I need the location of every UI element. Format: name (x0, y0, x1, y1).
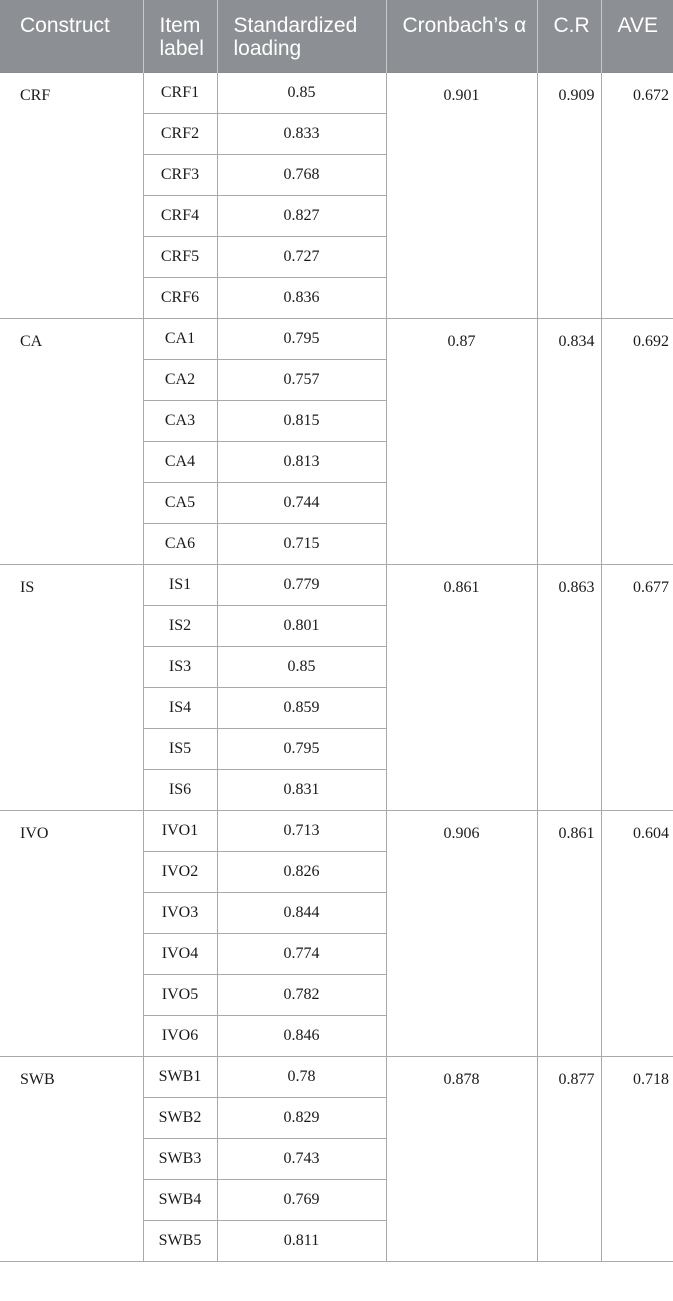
standardized-loading-cell: 0.826 (217, 851, 386, 892)
standardized-loading-cell: 0.782 (217, 974, 386, 1015)
cr-cell: 0.877 (537, 1056, 601, 1261)
standardized-loading-cell: 0.768 (217, 154, 386, 195)
standardized-loading-cell: 0.795 (217, 728, 386, 769)
item-label-cell: IS6 (143, 769, 217, 810)
item-label-cell: CRF2 (143, 113, 217, 154)
item-label-cell: IVO5 (143, 974, 217, 1015)
standardized-loading-cell: 0.801 (217, 605, 386, 646)
standardized-loading-cell: 0.829 (217, 1097, 386, 1138)
standardized-loading-cell: 0.78 (217, 1056, 386, 1097)
standardized-loading-cell: 0.833 (217, 113, 386, 154)
item-label-cell: CA5 (143, 482, 217, 523)
cronbach-alpha-cell: 0.87 (386, 318, 537, 564)
standardized-loading-cell: 0.715 (217, 523, 386, 564)
standardized-loading-cell: 0.831 (217, 769, 386, 810)
header-cronbach-alpha: Cronbach’s α (386, 0, 537, 72)
header-item-label: Item label (143, 0, 217, 72)
standardized-loading-cell: 0.779 (217, 564, 386, 605)
table-body (0, 72, 673, 1261)
cronbach-alpha-cell: 0.906 (386, 810, 537, 1056)
cr-cell: 0.909 (537, 72, 601, 318)
table-row (0, 318, 673, 359)
construct-cell: CA (0, 318, 143, 564)
item-label-cell: CRF1 (143, 72, 217, 113)
standardized-loading-cell: 0.846 (217, 1015, 386, 1056)
item-label-cell: CA2 (143, 359, 217, 400)
item-label-cell: IVO6 (143, 1015, 217, 1056)
standardized-loading-cell: 0.85 (217, 646, 386, 687)
item-label-cell: SWB3 (143, 1138, 217, 1179)
standardized-loading-cell: 0.757 (217, 359, 386, 400)
item-label-cell: IS3 (143, 646, 217, 687)
header-construct: Construct (0, 0, 143, 72)
item-label-cell: IS4 (143, 687, 217, 728)
construct-cell: IS (0, 564, 143, 810)
standardized-loading-cell: 0.85 (217, 72, 386, 113)
construct-cell: SWB (0, 1056, 143, 1261)
standardized-loading-cell: 0.744 (217, 482, 386, 523)
item-label-cell: CRF5 (143, 236, 217, 277)
item-label-cell: CA6 (143, 523, 217, 564)
ave-cell: 0.604 (601, 810, 673, 1056)
item-label-cell: IVO3 (143, 892, 217, 933)
table-header (0, 0, 673, 72)
table-row (0, 1056, 673, 1097)
header-ave: AVE (601, 0, 673, 72)
table-row (0, 810, 673, 851)
standardized-loading-cell: 0.811 (217, 1220, 386, 1261)
standardized-loading-cell: 0.836 (217, 277, 386, 318)
standardized-loading-cell: 0.795 (217, 318, 386, 359)
table-row (0, 564, 673, 605)
ave-cell: 0.718 (601, 1056, 673, 1261)
ave-cell: 0.677 (601, 564, 673, 810)
item-label-cell: IVO1 (143, 810, 217, 851)
item-label-cell: SWB5 (143, 1220, 217, 1261)
item-label-cell: SWB1 (143, 1056, 217, 1097)
item-label-cell: CA1 (143, 318, 217, 359)
standardized-loading-cell: 0.769 (217, 1179, 386, 1220)
standardized-loading-cell: 0.774 (217, 933, 386, 974)
cr-cell: 0.834 (537, 318, 601, 564)
standardized-loading-cell: 0.743 (217, 1138, 386, 1179)
item-label-cell: CRF3 (143, 154, 217, 195)
standardized-loading-cell: 0.813 (217, 441, 386, 482)
standardized-loading-cell: 0.827 (217, 195, 386, 236)
item-label-cell: SWB2 (143, 1097, 217, 1138)
standardized-loading-cell: 0.727 (217, 236, 386, 277)
header-row (0, 0, 673, 72)
item-label-cell: IVO2 (143, 851, 217, 892)
cronbach-alpha-cell: 0.861 (386, 564, 537, 810)
standardized-loading-cell: 0.844 (217, 892, 386, 933)
item-label-cell: CRF6 (143, 277, 217, 318)
cronbach-alpha-cell: 0.901 (386, 72, 537, 318)
item-label-cell: SWB4 (143, 1179, 217, 1220)
table-row (0, 72, 673, 113)
standardized-loading-cell: 0.815 (217, 400, 386, 441)
item-label-cell: CA4 (143, 441, 217, 482)
item-label-cell: CA3 (143, 400, 217, 441)
header-standardized-loading: Standardized loading (217, 0, 386, 72)
item-label-cell: IS1 (143, 564, 217, 605)
header-cr: C.R (537, 0, 601, 72)
cr-cell: 0.863 (537, 564, 601, 810)
cronbach-alpha-cell: 0.878 (386, 1056, 537, 1261)
ave-cell: 0.692 (601, 318, 673, 564)
ave-cell: 0.672 (601, 72, 673, 318)
standardized-loading-cell: 0.713 (217, 810, 386, 851)
item-label-cell: IVO4 (143, 933, 217, 974)
standardized-loading-cell: 0.859 (217, 687, 386, 728)
cr-cell: 0.861 (537, 810, 601, 1056)
construct-cell: IVO (0, 810, 143, 1056)
item-label-cell: CRF4 (143, 195, 217, 236)
item-label-cell: IS2 (143, 605, 217, 646)
item-label-cell: IS5 (143, 728, 217, 769)
construct-cell: CRF (0, 72, 143, 318)
